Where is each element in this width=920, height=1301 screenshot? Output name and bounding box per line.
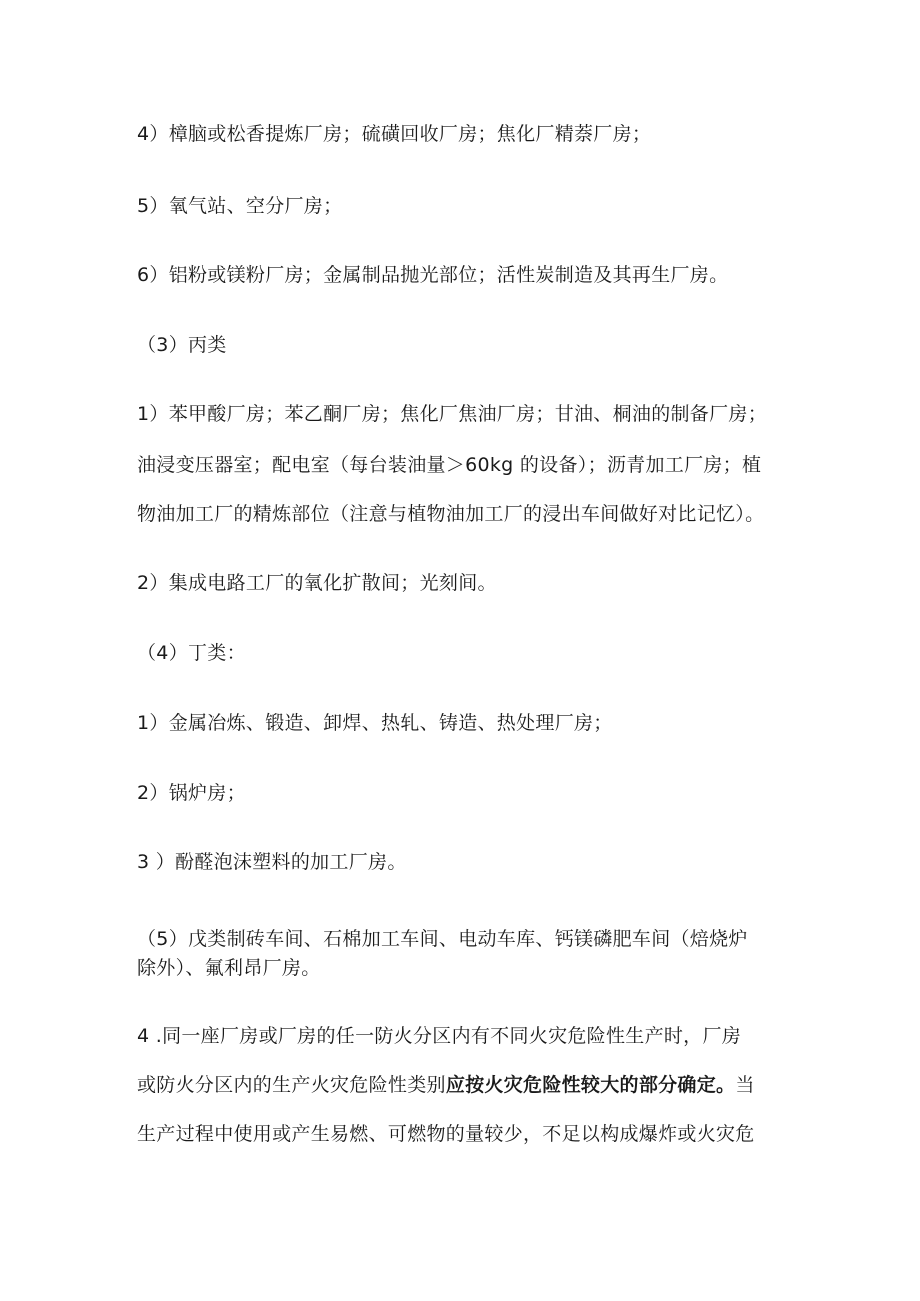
class-c-item-2: 2）集成电路工厂的氧化扩散间；光刻间。 [137, 572, 497, 594]
class-c-item-1-line-2: 油浸变压器室；配电室（每台装油量＞60kg 的设备）；沥青加工厂房；植 [137, 454, 762, 476]
class-e-line-2: 除外）、氟利昂厂房。 [137, 957, 321, 979]
rule-4-line-2-bold: 应按火灾危险性较大的部分确定。 [445, 1074, 736, 1096]
class-d-item-3: 3 ）酚醛泡沫塑料的加工厂房。 [137, 851, 407, 873]
rule-4-line-2-normal: 或防火分区内的生产火灾危险性类别 [137, 1074, 446, 1096]
list-item-6-aluminum-powder: 6）铝粉或镁粉厂房；金属制品抛光部位；活性炭制造及其再生厂房。 [137, 264, 729, 286]
class-c-item-1-line-1: 1）苯甲酸厂房；苯乙酮厂房；焦化厂焦油厂房；甘油、桐油的制备厂房； [137, 403, 767, 425]
rule-4-line-2-tail: 当 [735, 1074, 755, 1096]
rule-4-line-1: 4 .同一座厂房或厂房的任一防火分区内有不同火灾危险性生产时，厂房 [137, 1025, 742, 1047]
rule-4-line-3: 生产过程中使用或产生易燃、可燃物的量较少，不足以构成爆炸或火灾危 [137, 1123, 755, 1145]
list-item-4-camphor: 4）樟脑或松香提炼厂房；硫磺回收厂房；焦化厂精萘厂房； [137, 123, 652, 145]
rule-4-line-2 [137, 1073, 755, 1097]
class-d-item-1: 1）金属冶炼、锻造、卸焊、热轧、铸造、热处理厂房； [137, 712, 613, 734]
class-e-line-1: （5）戊类制砖车间、石棉加工车间、电动车库、钙镁磷肥车间（焙烧炉 [137, 928, 748, 950]
class-c-item-1-line-3: 物油加工厂的精炼部位（注意与植物油加工厂的浸出车间做好对比记忆）。 [137, 503, 765, 525]
class-d-item-2: 2）锅炉房； [137, 782, 246, 804]
section-heading-class-d: （4）丁类： [137, 642, 246, 664]
section-heading-class-c: （3）丙类 [137, 334, 227, 356]
list-item-5-oxygen-station: 5）氧气站、空分厂房； [137, 195, 343, 217]
